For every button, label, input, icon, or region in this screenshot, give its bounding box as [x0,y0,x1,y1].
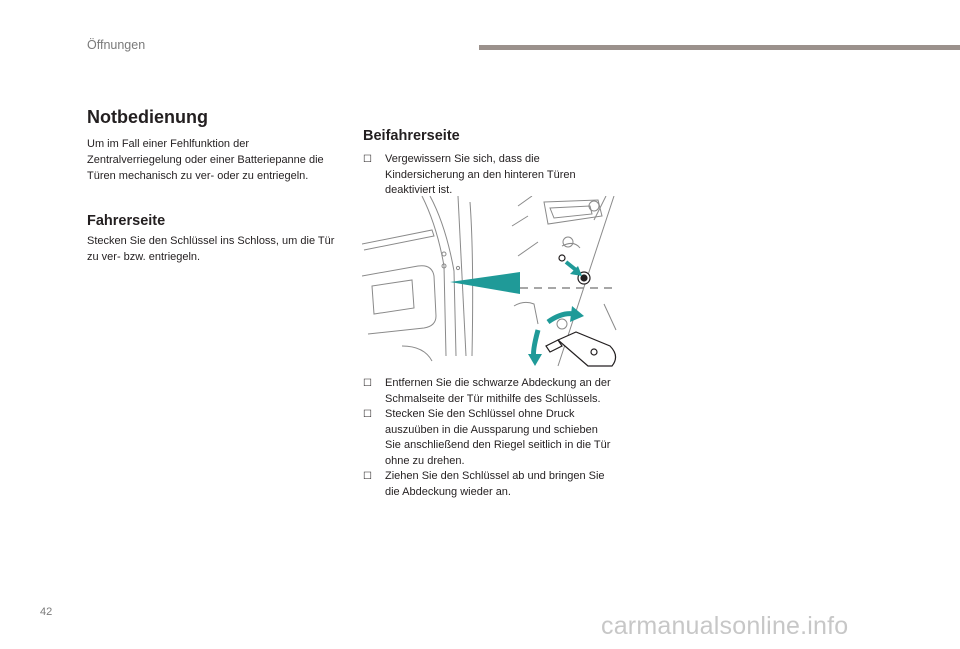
section-title: Öffnungen [87,38,146,52]
step-text: Entfernen Sie die schwarze Abdeckung an der Schmalseite der Tür mithilfe des Schlüssels. [385,377,611,405]
header-accent-bar [479,45,960,50]
step-text: Stecken Sie den Schlüssel ohne Druck auszuüben in die Aussparung und schieben Sie anschließend den Riegel seitlich in die Tür ohne zu drehen. [385,408,611,467]
list-item [363,152,613,199]
watermark: carmanualsonline.info [601,612,849,640]
passenger-side-heading: Beifahrerseite [363,128,460,144]
step-text: Ziehen Sie den Schlüssel ab und bringen Sie die Abdeckung wieder an. [385,470,605,498]
passenger-steps-second [363,376,613,500]
driver-side-text: Stecken Sie den Schlüssel ins Schloss, um die Tür zu ver- bzw. entriegeln. [87,235,335,263]
list-item [363,469,613,500]
list-item [363,376,613,407]
intro-paragraph: Um im Fall einer Fehlfunktion der Zentralverriegelung oder einer Batteriepanne die Türen mechanisch zu ver- oder zu entriegeln. [87,138,324,182]
passenger-steps-first [363,152,613,199]
door-lock-illustration [362,196,618,368]
checkbox-bullet-icon: ☐ [363,378,372,389]
driver-side-heading: Fahrerseite [87,213,166,229]
page-title: Notbedienung [87,107,208,127]
list-item [363,407,613,469]
checkbox-bullet-icon: ☐ [363,409,372,420]
checkbox-bullet-icon: ☐ [363,154,372,165]
step-text: Vergewissern Sie sich, dass die Kindersicherung an den hinteren Türen deaktiviert ist. [385,153,576,196]
page-number: 42 [40,606,53,618]
checkbox-bullet-icon: ☐ [363,471,372,482]
